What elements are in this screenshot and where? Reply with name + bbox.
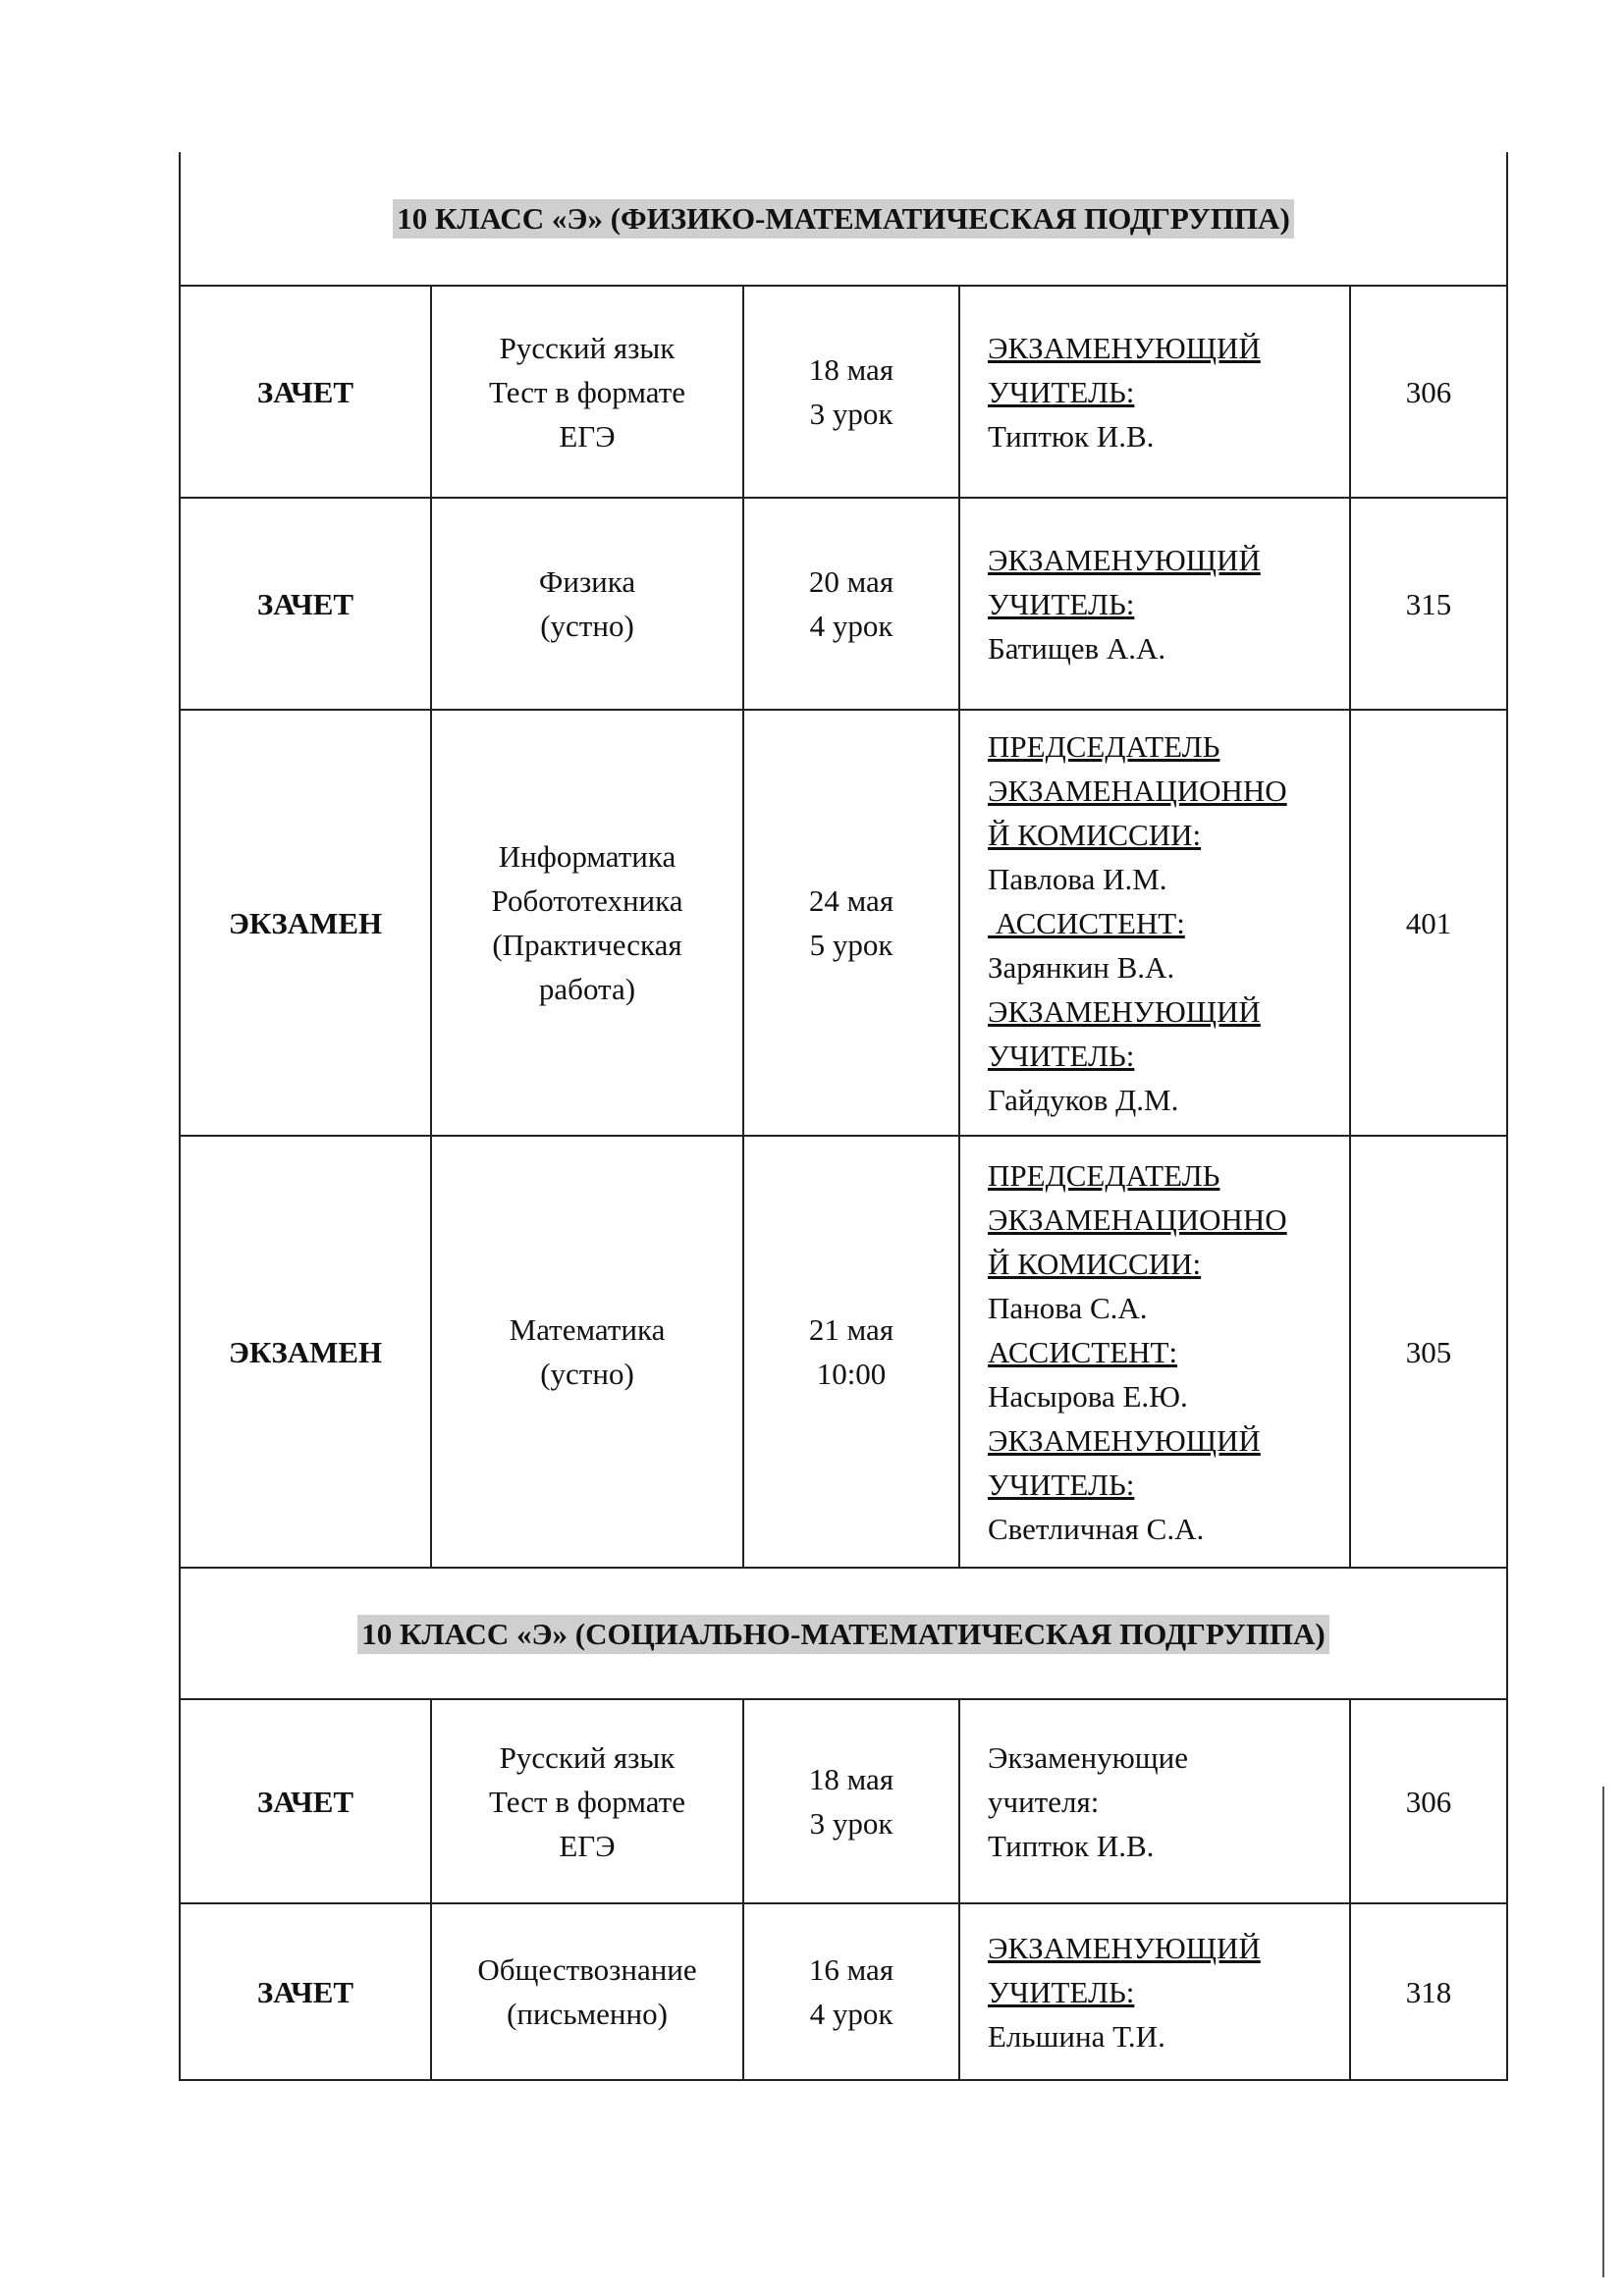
subject-line: работа) bbox=[538, 972, 636, 1006]
role-label: ЭКЗАМЕНАЦИОННО bbox=[988, 773, 1287, 808]
date-line: 24 мая bbox=[808, 883, 894, 918]
date-line: 16 мая bbox=[808, 1952, 894, 1987]
room-cell: 306 bbox=[1350, 286, 1507, 498]
role-label: ЭКЗАМЕНУЮЩИЙ bbox=[988, 993, 1261, 1029]
exam-type: ЗАЧЕТ bbox=[180, 1903, 431, 2080]
time-line: 4 урок bbox=[809, 1997, 893, 2031]
table-row bbox=[180, 710, 1507, 1136]
person-name: Зарянкин В.А. bbox=[988, 949, 1175, 985]
room-cell: 305 bbox=[1350, 1136, 1507, 1568]
examiners-cell bbox=[959, 498, 1350, 710]
date-line: 18 мая bbox=[808, 1762, 894, 1796]
examiners-cell bbox=[959, 1903, 1350, 2080]
person-name: Типтюк И.В. bbox=[988, 418, 1155, 454]
date-line: 18 мая bbox=[808, 352, 894, 387]
subject-cell bbox=[431, 1136, 743, 1568]
person-name: Ельшина Т.И. bbox=[988, 2018, 1165, 2054]
subject-line: Физика bbox=[538, 564, 636, 599]
role-label: ЭКЗАМЕНУЮЩИЙ bbox=[988, 330, 1261, 365]
section-header-row bbox=[180, 1568, 1507, 1699]
examiners-cell bbox=[959, 710, 1350, 1136]
section-header-row bbox=[180, 152, 1507, 286]
subject-line: Обществознание bbox=[477, 1952, 697, 1987]
date-line: 20 мая bbox=[808, 564, 894, 599]
date-cell bbox=[743, 710, 959, 1136]
room-cell: 401 bbox=[1350, 710, 1507, 1136]
exam-type: ЭКЗАМЕН bbox=[180, 1136, 431, 1568]
section-title: 10 КЛАСС «Э» (ФИЗИКО-МАТЕМАТИЧЕСКАЯ ПОДГРУППА) bbox=[393, 199, 1294, 239]
person-name: Батищев А.А. bbox=[988, 630, 1166, 666]
table-row bbox=[180, 1699, 1507, 1903]
role-label: АССИСТЕНТ: bbox=[988, 1334, 1178, 1369]
role-label: ЭКЗАМЕНАЦИОННО bbox=[988, 1201, 1287, 1237]
role-label: ЭКЗАМЕНУЮЩИЙ bbox=[988, 542, 1261, 577]
date-line: 21 мая bbox=[808, 1312, 894, 1347]
person-name: Светличная С.А. bbox=[988, 1511, 1205, 1546]
role-label: УЧИТЕЛЬ: bbox=[988, 586, 1135, 621]
time-line: 5 урок bbox=[809, 928, 893, 962]
person-name: Насырова Е.Ю. bbox=[988, 1378, 1188, 1414]
table-row bbox=[180, 498, 1507, 710]
section-header-cell bbox=[180, 1568, 1507, 1699]
person-name: Павлова И.М. bbox=[988, 861, 1167, 896]
role-label: ЭКЗАМЕНУЮЩИЙ bbox=[988, 1930, 1261, 1965]
subject-line: Тест в формате bbox=[488, 1784, 686, 1819]
subject-line: Русский язык bbox=[499, 1739, 676, 1775]
room-cell: 318 bbox=[1350, 1903, 1507, 2080]
subject-line: Математика bbox=[509, 1312, 666, 1347]
subject-line: ЕГЭ bbox=[559, 418, 616, 454]
subject-line: (Практическая bbox=[492, 928, 682, 962]
date-cell bbox=[743, 1903, 959, 2080]
role-label: УЧИТЕЛЬ: bbox=[988, 1974, 1135, 2009]
exam-schedule-table bbox=[179, 152, 1508, 2081]
subject-line: ЕГЭ bbox=[559, 1828, 616, 1863]
date-cell bbox=[743, 1699, 959, 1903]
subject-line: Информатика bbox=[498, 839, 677, 874]
exam-type: ЗАЧЕТ bbox=[180, 498, 431, 710]
room-cell: 315 bbox=[1350, 498, 1507, 710]
role-label: УЧИТЕЛЬ: bbox=[988, 1467, 1135, 1502]
scan-edge-line bbox=[1602, 1787, 1604, 2277]
date-cell bbox=[743, 286, 959, 498]
table-row bbox=[180, 286, 1507, 498]
subject-cell bbox=[431, 1903, 743, 2080]
time-line: 3 урок bbox=[809, 397, 893, 431]
person-name: Типтюк И.В. bbox=[988, 1828, 1155, 1863]
subject-line: (устно) bbox=[540, 609, 634, 643]
schedule-body bbox=[180, 152, 1507, 2080]
exam-type: ЗАЧЕТ bbox=[180, 286, 431, 498]
subject-line: Русский язык bbox=[499, 330, 676, 365]
time-line: 3 урок bbox=[809, 1806, 893, 1841]
examiners-cell bbox=[959, 1699, 1350, 1903]
date-cell bbox=[743, 1136, 959, 1568]
subject-line: (письменно) bbox=[507, 1997, 668, 2031]
examiners-cell bbox=[959, 286, 1350, 498]
exam-type: ЗАЧЕТ bbox=[180, 1699, 431, 1903]
subject-line: (устно) bbox=[540, 1357, 634, 1391]
subject-cell bbox=[431, 710, 743, 1136]
table-row bbox=[180, 1136, 1507, 1568]
role-label: УЧИТЕЛЬ: bbox=[988, 1038, 1135, 1073]
role-label: учителя: bbox=[988, 1784, 1100, 1819]
subject-cell bbox=[431, 286, 743, 498]
role-label: Экзаменующие bbox=[988, 1739, 1188, 1775]
role-label: ЭКЗАМЕНУЮЩИЙ bbox=[988, 1422, 1261, 1458]
examiners-cell bbox=[959, 1136, 1350, 1568]
role-label: АССИСТЕНТ: bbox=[988, 905, 1185, 940]
person-name: Гайдуков Д.М. bbox=[988, 1082, 1179, 1117]
role-label: Й КОМИССИИ: bbox=[988, 1246, 1202, 1281]
role-label: УЧИТЕЛЬ: bbox=[988, 374, 1135, 409]
subject-line: Робототехника bbox=[491, 883, 683, 918]
time-line: 4 урок bbox=[809, 609, 893, 643]
section-title: 10 КЛАСС «Э» (СОЦИАЛЬНО-МАТЕМАТИЧЕСКАЯ ПОДГРУППА) bbox=[357, 1615, 1328, 1654]
subject-line: Тест в формате bbox=[488, 374, 686, 409]
exam-type: ЭКЗАМЕН bbox=[180, 710, 431, 1136]
section-header-cell bbox=[180, 152, 1507, 286]
role-label: ПРЕДСЕДАТЕЛЬ bbox=[988, 1157, 1220, 1193]
time-line: 10:00 bbox=[816, 1357, 887, 1391]
date-cell bbox=[743, 498, 959, 710]
subject-cell bbox=[431, 1699, 743, 1903]
room-cell: 306 bbox=[1350, 1699, 1507, 1903]
table-row bbox=[180, 1903, 1507, 2080]
person-name: Панова С.А. bbox=[988, 1290, 1148, 1325]
role-label: Й КОМИССИИ: bbox=[988, 817, 1202, 852]
role-label: ПРЕДСЕДАТЕЛЬ bbox=[988, 728, 1220, 764]
subject-cell bbox=[431, 498, 743, 710]
